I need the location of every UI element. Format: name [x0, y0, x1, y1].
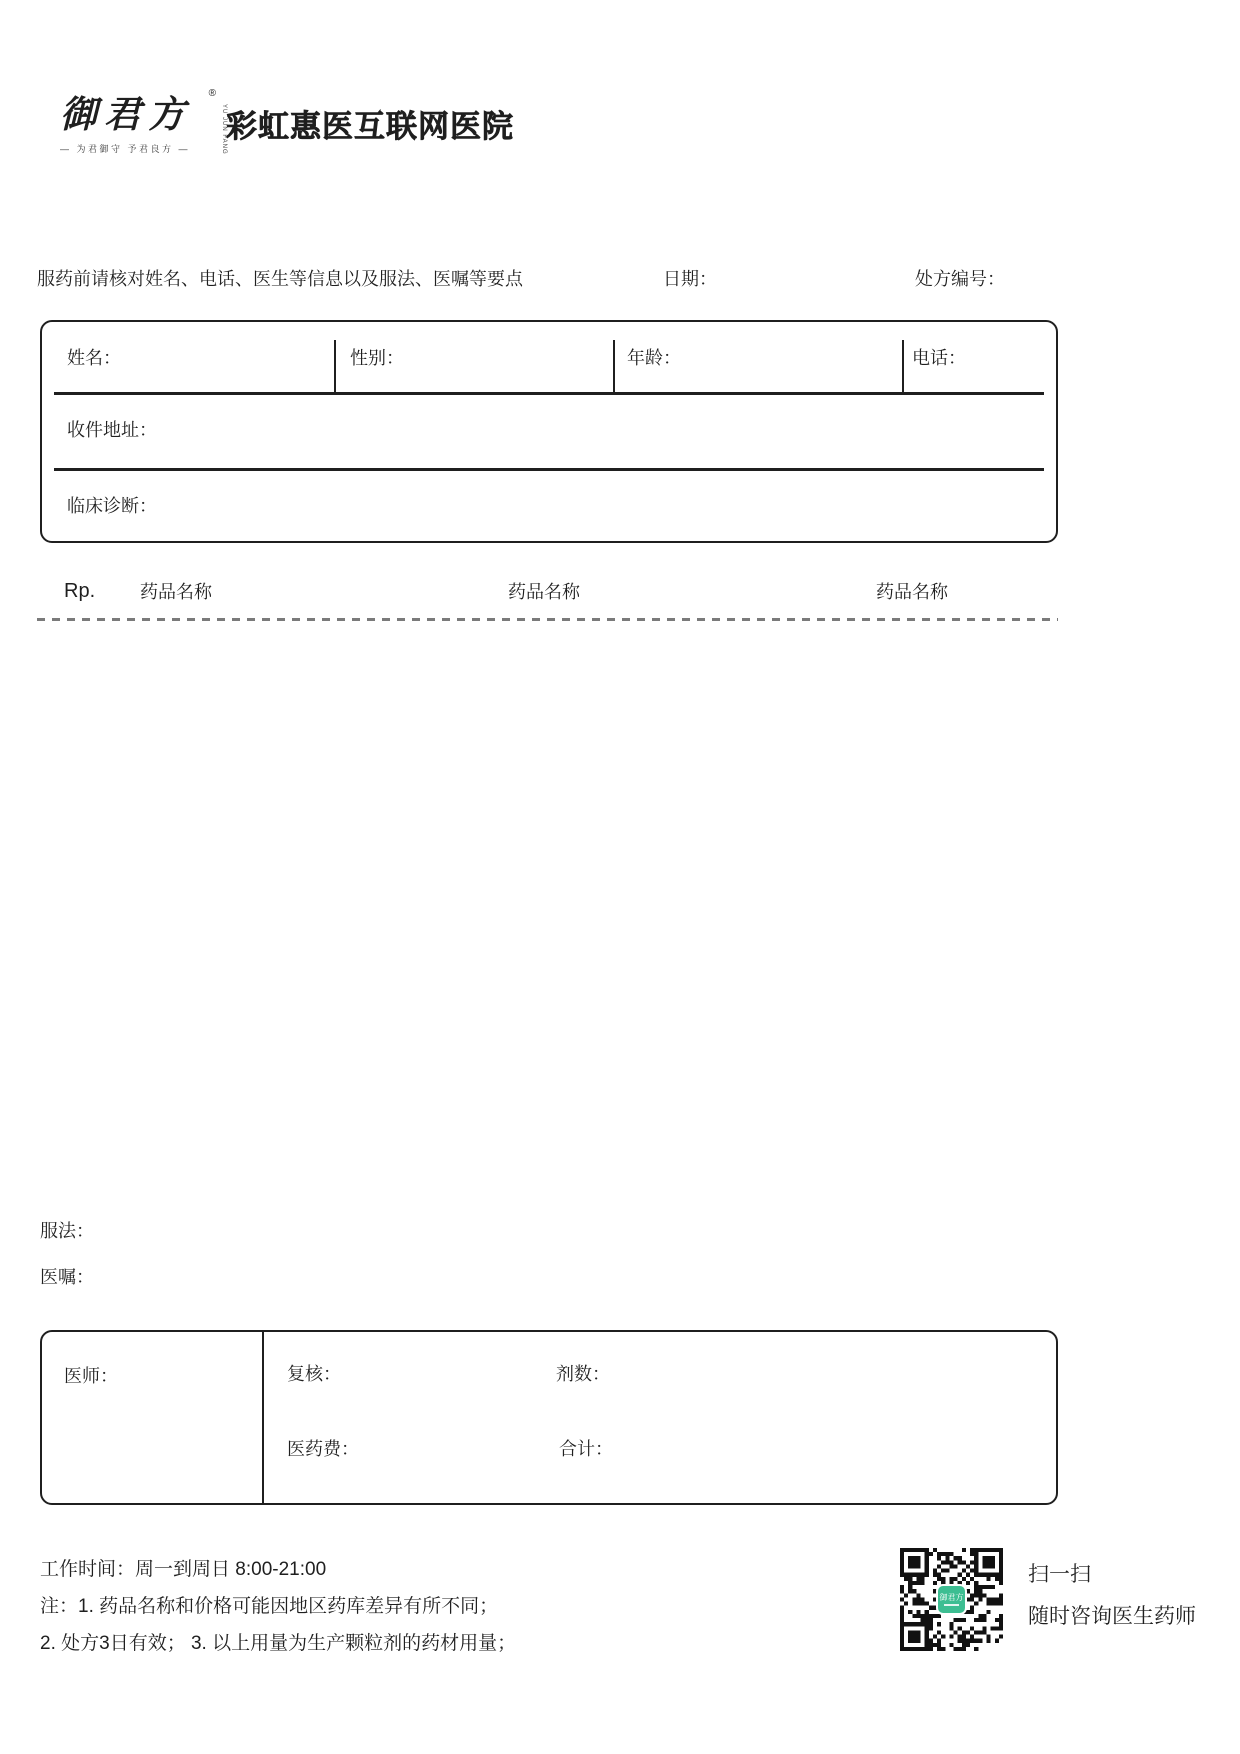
qr-code [900, 1548, 1003, 1651]
brand-logo-text: 御君方 [60, 92, 192, 136]
drug-name-header: 药品名称 [140, 582, 212, 602]
dose-count-label: 剂数： [556, 1364, 610, 1384]
clinical-diagnosis-label: 临床诊断： [67, 496, 157, 516]
patient-gender-label: 性别： [350, 348, 404, 368]
qr-center-logo-subline [944, 1604, 959, 1606]
note-line-1: 注：1. 药品名称和价格可能因地区药库差异有所不同； [40, 1596, 499, 1617]
brand-tagline: — 为君御守 予君良方 — [60, 144, 191, 154]
patient-age-label: 年龄： [627, 348, 681, 368]
note-line-2: 2. 处方3日有效； 3. 以上用量为生产颗粒剂的药材用量； [40, 1633, 517, 1654]
shipping-address-label: 收件地址： [67, 420, 157, 440]
medicine-fee-label: 医药费： [287, 1439, 359, 1459]
work-hours-text: 工作时间：周一到周日 8:00-21:00 [40, 1559, 327, 1580]
brand-logo-romanized: YU JUN FANG [221, 104, 227, 155]
date-label: 日期： [663, 269, 717, 289]
qr-center-logo [936, 1584, 967, 1615]
rp-label: Rp. [64, 580, 96, 602]
row-divider [54, 392, 1044, 395]
drug-name-header: 药品名称 [508, 582, 580, 602]
patient-phone-label: 电话： [912, 348, 966, 368]
brand-logo [60, 88, 227, 155]
drug-name-header: 药品名称 [876, 582, 948, 602]
doctor-label: 医师： [64, 1366, 118, 1386]
column-divider [902, 340, 904, 392]
registered-trademark-icon: ® [208, 88, 216, 99]
advisory-text: 服药前请核对姓名、电话、医生等信息以及服法、医嘱等要点 [37, 269, 523, 289]
column-divider [613, 340, 615, 392]
column-divider [334, 340, 336, 392]
patient-info-box [40, 320, 1058, 543]
total-label: 合计： [559, 1439, 613, 1459]
reviewer-label: 复核： [287, 1364, 341, 1384]
hospital-name: 彩虹惠医互联网医院 [226, 109, 514, 144]
usage-label: 服法： [40, 1221, 94, 1241]
qr-center-logo-text: 御君方 [939, 1593, 964, 1603]
scan-subtitle: 随时咨询医生药师 [1028, 1605, 1196, 1628]
patient-name-label: 姓名： [67, 348, 121, 368]
signature-box [40, 1330, 1058, 1505]
column-divider [262, 1332, 264, 1503]
row-divider [54, 468, 1044, 471]
scan-title: 扫一扫 [1028, 1563, 1091, 1586]
doctor-advice-label: 医嘱： [40, 1267, 94, 1287]
rx-number-label: 处方编号： [915, 269, 1005, 289]
rp-separator-dashed-line [37, 618, 1058, 621]
